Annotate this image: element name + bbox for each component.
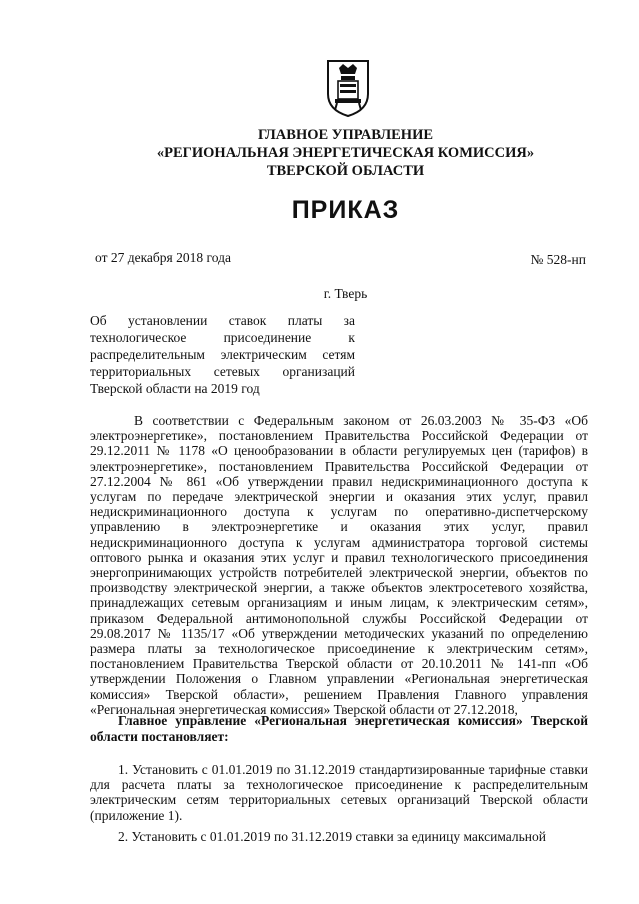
subject-line: территориальных сетевых организаций	[90, 364, 355, 379]
tver-coat-of-arms-icon	[325, 58, 371, 118]
subject-line: технологическое присоединение к	[90, 330, 355, 345]
document-date: от 27 декабря 2018 года	[95, 250, 231, 265]
subject-line: Об установлении ставок платы за	[90, 313, 355, 328]
decree-items	[90, 762, 588, 850]
decree-item: 2. Установить с 01.01.2019 по 31.12.2019 ставки за единицу максимальной	[118, 828, 546, 844]
subject-line: Тверской области на 2019 год	[90, 381, 260, 396]
document-number: № 528-нп	[530, 252, 586, 267]
document-subject	[90, 312, 355, 397]
decree-statement: Главное управление «Региональная энергетическая комиссия» Тверской области постановляет:	[90, 713, 588, 744]
header-line-1: ГЛАВНОЕ УПРАВЛЕНИЕ	[257, 127, 434, 143]
document-title: ПРИКАЗ	[291, 196, 400, 224]
document-city: г. Тверь	[323, 286, 368, 301]
subject-line: распределительным электрическим сетям	[90, 347, 355, 362]
decree-item: 1. Установить с 01.01.2019 по 31.12.2019 стандартизированные тарифные ставки для расчета платы за технологическое присоединение к распределительным электрическим сетям территориальных сетевых организаций Тверской области (приложение 1).	[90, 762, 588, 823]
preamble-paragraph: В соответствии с Федеральным законом от 26.03.2003 № 35-ФЗ «Об электроэнергетике», постановлением Правительства Российской Федерации от 29.12.2011 № 1178 «О ценообразовании в области регулируемых цен (тарифов) в электроэнергетике», постановлением Правительства Российской Федерации от 27.12.2004 № 861 «Об утверждении правил недискриминационного доступа к услугам по передаче электрической энергии и оказания этих услуг, правил недискриминационного доступа к услугам по оперативно-диспетчерскому управлению в электроэнергетике и оказания этих услуг, правил недискриминационного доступа к услугам администратора торговой системы оптового рынка и оказания этих услуг и правил технологического присоединения энергопринимающих устройств потребителей электрической энергии, объектов по производству электрической энергии, а также объектов электросетевого хозяйства, принадлежащих сетевым организациям и иным лицам, к электрическим сетям», приказом Федеральной антимонопольной службы Российской Федерации от 29.08.2017 № 1135/17 «Об утверждении методических указаний по определению размера платы за технологическое присоединение к электрическим сетям», постановлением Правительства Тверской области от 20.10.2011 № 141-пп «Об утверждении Положения о Главном управлении «Региональная энергетическая комиссия» Тверской области», решением Правления Главного управления «Региональная энергетическая комиссия» Тверской области от 27.12.2018,	[90, 413, 588, 717]
header-line-3: ТВЕРСКОЙ ОБЛАСТИ	[266, 163, 425, 179]
header-line-2: «РЕГИОНАЛЬНАЯ ЭНЕРГЕТИЧЕСКАЯ КОМИССИЯ»	[156, 145, 535, 161]
document-preamble	[90, 413, 588, 717]
